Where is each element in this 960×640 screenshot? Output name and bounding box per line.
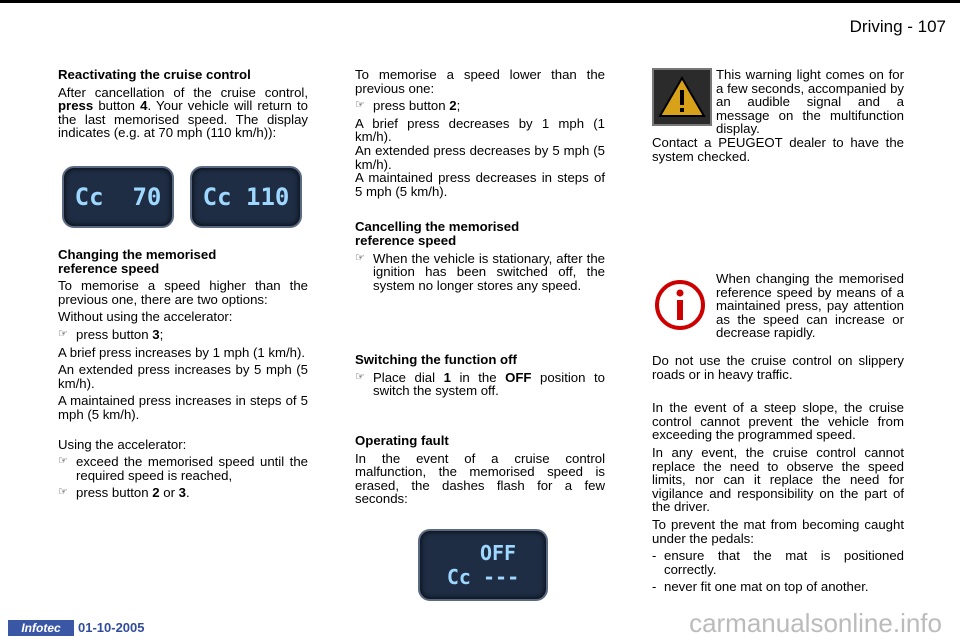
display-110: [190, 166, 302, 228]
bullet-item: [355, 371, 605, 398]
column-2: [355, 68, 605, 296]
text: ;: [456, 98, 461, 114]
bullet-item: [355, 252, 605, 293]
paragraph: An extended press increases by 5 mph (5 km/h).: [58, 362, 308, 391]
dash-item: [652, 549, 904, 576]
text: press button: [373, 98, 450, 114]
text: or: [159, 485, 179, 501]
text: ;: [159, 326, 164, 342]
display-text: Cc 110: [202, 183, 290, 211]
paragraph: In the event of a cruise control malfunction, the memorised speed is erased, the dashes flash for a few seconds:: [355, 450, 605, 507]
button-number: 4: [140, 98, 148, 114]
paragraph: This warning light comes on for a few seconds, accompanied by an audible signal and a message on the multifunction display.: [716, 67, 904, 137]
warning-triangle-svg: [654, 70, 710, 124]
paragraph: In any event, the cruise control cannot replace the need to observe the speed limits, nor can it replace the need for vigilance and responsibility on the part of the driver.: [652, 444, 904, 515]
column-3-contact: [652, 136, 904, 167]
paragraph: In the event of a steep slope, the cruise control cannot prevent the vehicle from exceeding the programmed speed.: [652, 400, 904, 443]
text-bold: press: [58, 98, 94, 114]
paragraph: To prevent the mat from becoming caught under the pedals:: [652, 516, 904, 546]
dash-text: never fit one mat on top of another.: [664, 579, 869, 595]
text: position to switch the system off.: [373, 369, 605, 399]
paragraph: To memorise a speed lower than the previous one:: [355, 67, 605, 96]
paragraph: Do not use the cruise control on slippery roads or in heavy traffic.: [652, 353, 904, 382]
display-70: [62, 166, 174, 228]
bullet-text: [76, 486, 308, 500]
off-label: OFF: [505, 369, 532, 385]
paragraph: Without using the accelerator:: [58, 309, 233, 325]
header-rule: [0, 0, 960, 3]
heading-operating-fault: Operating fault: [355, 433, 449, 448]
column-3-info: [716, 272, 904, 344]
display-text-dashes: Cc ---: [446, 565, 520, 589]
heading-switching-off: Switching the function off: [355, 352, 517, 367]
button-number: 2: [449, 98, 457, 114]
text: After cancellation of the cruise control,: [58, 84, 308, 100]
bullet-text: [373, 371, 605, 398]
button-number: 3: [178, 485, 186, 501]
heading-cancelling: Cancelling the memorised reference speed: [355, 219, 520, 248]
text: press button: [76, 485, 153, 501]
dash-marker: -: [652, 548, 657, 564]
bullet-icon: ☞: [355, 251, 365, 264]
bullet-text: [373, 99, 605, 113]
page-title: Driving - 107: [849, 17, 946, 36]
column-2-middle: [355, 353, 605, 402]
bullet-item: [58, 486, 308, 500]
watermark-site[interactable]: carmanualsonline.info: [689, 608, 942, 638]
warning-triangle-icon: [652, 68, 712, 126]
text: .: [186, 485, 190, 501]
text: button: [93, 98, 141, 114]
paragraph: Contact a PEUGEOT dealer to have the system checked.: [652, 135, 904, 164]
bullet-item: [58, 455, 308, 482]
paragraph: An extended press decreases by 5 mph (5 km/h).: [355, 142, 605, 172]
heading-reactivating: Reactivating the cruise control: [58, 67, 251, 82]
display-off: [418, 529, 548, 601]
bullet-text: exceed the memorised speed until the required speed is reached,: [76, 454, 308, 483]
paragraph: Using the accelerator:: [58, 436, 187, 452]
paragraph: To memorise a speed higher than the previous one, there are two options:: [58, 278, 308, 307]
paragraph: A maintained press decreases in steps of 5 mph (5 km/h).: [355, 170, 605, 199]
paragraph-reactivating: [58, 86, 308, 140]
bullet-text: [76, 328, 308, 342]
bullet-item: [58, 328, 308, 342]
display-text-off: OFF: [479, 541, 517, 565]
column-2-fault: [355, 434, 605, 510]
paragraph: A brief press increases by 1 mph (1 km/h).: [58, 344, 305, 360]
bullet-item: [355, 99, 605, 113]
button-number: 3: [152, 326, 160, 342]
column-1-lower: [58, 248, 308, 504]
dial-number: 1: [443, 369, 451, 385]
bullet-icon: ☞: [355, 370, 365, 383]
dash-item: [652, 580, 904, 594]
info-icon: [652, 277, 708, 333]
text: Place dial: [373, 369, 444, 385]
dash-text: ensure that the mat is positioned correctly.: [664, 548, 904, 577]
column-3-lower: [652, 354, 904, 598]
bullet-icon: ☞: [58, 455, 68, 468]
paragraph: When changing the memorised reference speed by means of a maintained press, pay attention as the speed can increase or decrease rapidly.: [716, 271, 904, 341]
text: press button: [76, 326, 153, 342]
bullet-icon: ☞: [58, 327, 68, 340]
bullet-icon: ☞: [58, 486, 68, 499]
display-text: Cc 70: [74, 183, 162, 211]
button-number: 2: [152, 485, 160, 501]
bullet-icon: ☞: [355, 99, 365, 112]
text: in the: [450, 369, 506, 385]
footer-date: 01-10-2005: [78, 620, 145, 635]
infotec-logo: Infotec: [8, 620, 74, 636]
info-svg: [652, 277, 708, 333]
text: . Your vehicle will return to the last memorised speed. The display indicates (e.g. at 70 mph (110 km/h)):: [58, 98, 308, 141]
paragraph: A maintained press increases in steps of 5 mph (5 km/h).: [58, 393, 308, 422]
paragraph: A brief press decreases by 1 mph (1 km/h).: [355, 115, 605, 145]
column-1: [58, 68, 308, 144]
dash-marker: -: [652, 579, 657, 595]
bullet-text: When the vehicle is stationary, after the ignition has been switched off, the system no longer stores any speed.: [373, 250, 605, 293]
column-3-top: [716, 68, 904, 140]
heading-changing: Changing the memorised reference speed: [58, 247, 217, 276]
